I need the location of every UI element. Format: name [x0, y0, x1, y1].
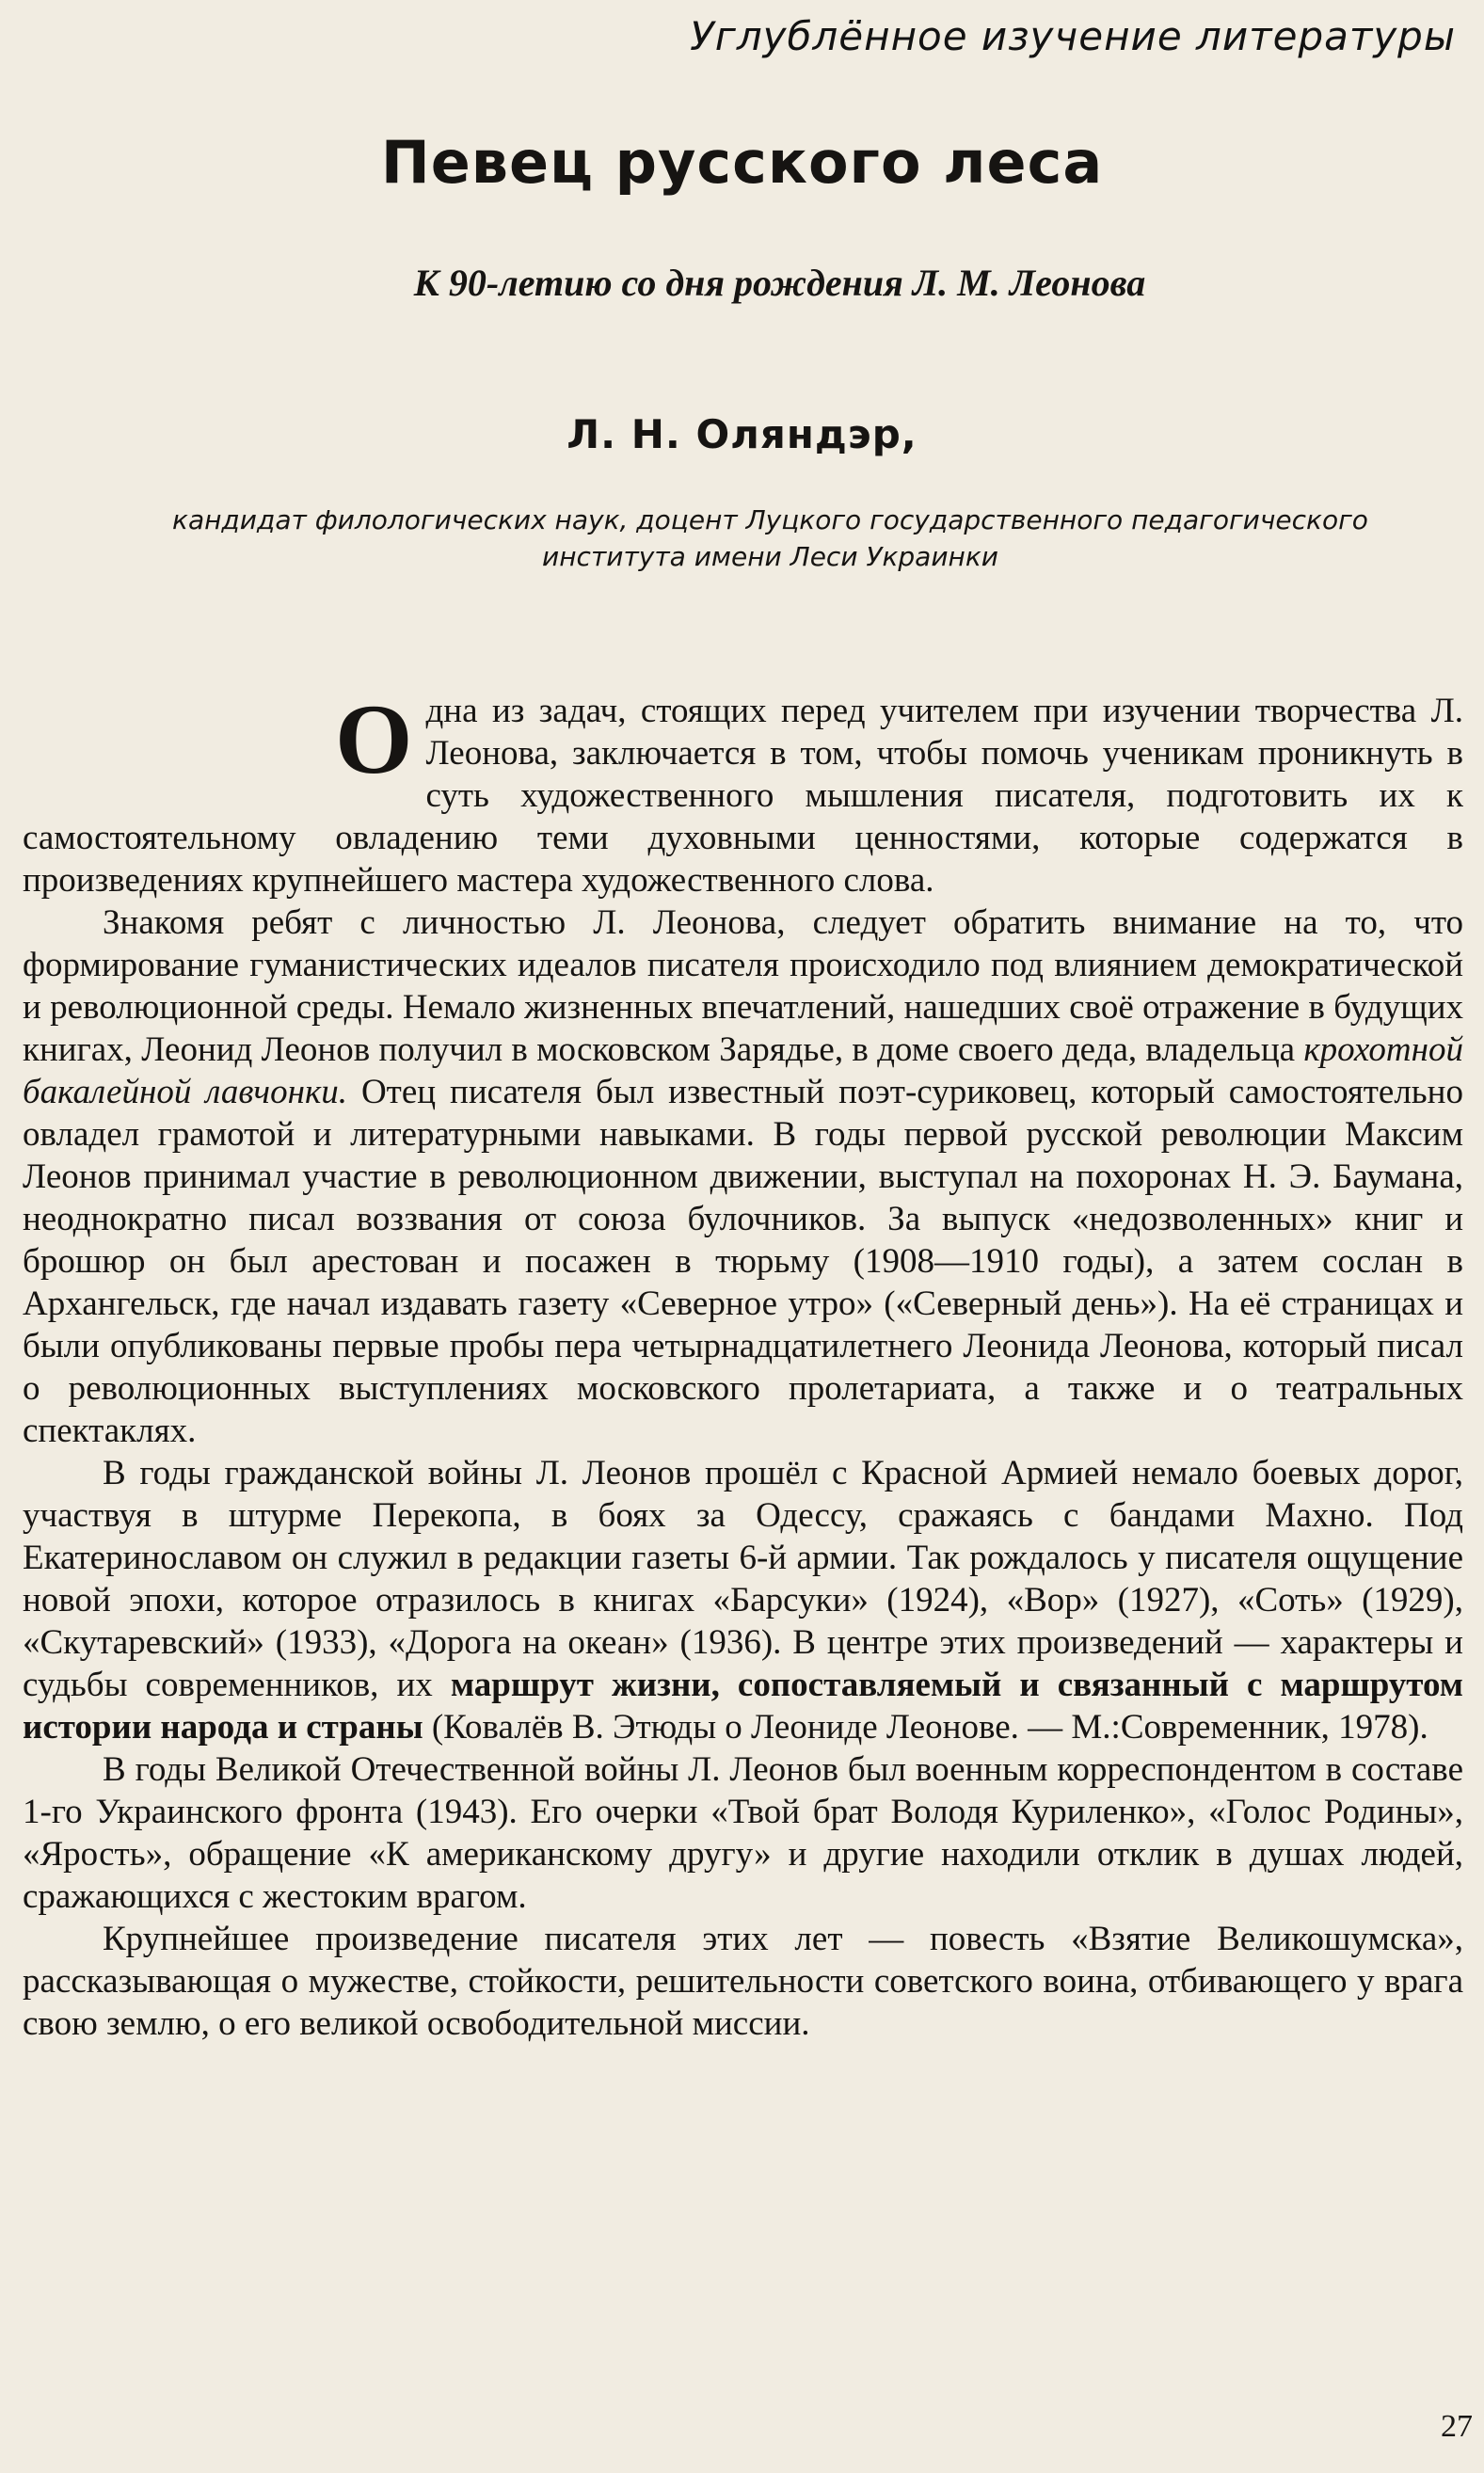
article-title: Певец русского леса: [380, 128, 1104, 197]
paragraph-2-text-a: Знакомя ребят с личностью Л. Леонова, следует обратить внимание на то, что формирование гуманистических идеалов писателя происходило под влиянием демократической и революционной среды. Немало жизненных впечатлений, нашедших своё отражение в будущих книгах, Леонид Леонов получил в московском Зарядье, в доме своего деда, владельца: [23, 903, 1463, 1069]
paragraph-1: [23, 684, 1463, 901]
article-subtitle: К 90-летию со дня рождения Л. М. Леонова: [413, 262, 1146, 304]
paragraph-3-text-b: (Ковалёв В. Этюды о Леониде Леонове. — М.:Современник, 1978).: [423, 1708, 1428, 1747]
affiliation-line-2: института имени Леси Украинки: [542, 541, 998, 572]
paragraph-2-text-b: Отец писателя был известный поэт-суриковец, который самостоятельно овладел грамотой и литературными навыками. В годы первой русской революции Максим Леонов принимал участие в революционном движении, выступал на похоронах Н. Э. Баумана, неоднократно писал воззвания от союза булочников. За выпуск «недозволенных» книг и брошюр он был арестован и посажен в тюрьму (1908—1910 годы), а затем сослан в Архангельск, где начал издавать газету «Северное утро» («Северный день»). На её страницах и были опубликованы первые пробы пера четырнадцатилетнего Леонида Леонова, который писал о революционных выступлениях московского пролетариата, а также и о театральных спектаклях.: [23, 1073, 1463, 1450]
section-header: Углублённое изучение литературы: [690, 13, 1456, 59]
article-author: Л. Н. Оляндэр,: [566, 411, 918, 457]
paragraph-1-text: дна из задач, стоящих перед учителем при изучении творчества Л. Леонова, заключается в том, чтобы помочь ученикам проникнуть в суть художественного мышления писателя, подготовить их к самостоятельному овладению теми духовными ценностями, которые содержатся в произведениях крупнейшего мастера художественного слова.: [23, 692, 1463, 900]
paragraph-4: В годы Великой Отечественной войны Л. Леонов был военным корреспондентом в составе 1-го Украинского фронта (1943). Его очерки «Твой брат Володя Куриленко», «Голос Родины», «Ярость», обращение «К американскому другу» и другие находили отклик в душах людей, сражающихся с жестоким врагом.: [23, 1750, 1463, 1916]
author-affiliation: [0, 502, 1484, 575]
paragraph-5: Крупнейшее произведение писателя этих лет — повесть «Взятие Великошумска», рассказывающая о мужестве, стойкости, решительности советского воина, отбивающего у врага свою землю, о его великой освободительной миссии.: [23, 1920, 1463, 2043]
paragraph-3-bold: маршрут жизни, сопоставляемый и связанный с маршрутом истории народа и страны: [23, 1666, 1463, 1747]
affiliation-line-1: кандидат филологических наук, доцент Луцкого государственного педагогического: [172, 504, 1368, 535]
paragraph-2: [23, 901, 1463, 1452]
article-body: [23, 684, 1463, 2045]
paragraph-3-text-a: В годы гражданской войны Л. Леонов прошёл с Красной Армией немало боевых дорог, участвуя в штурме Перекопа, в боях за Одессу, сражаясь с бандами Махно. Под Екатеринославом он служил в редакции газеты 6-й армии. Так рождалось у писателя ощущение новой эпохи, которое отразилось в книгах «Барсуки» (1924), «Вор» (1927), «Соть» (1929), «Скутаревский» (1933), «Дорога на океан» (1936). В центре этих произведений — характеры и судьбы современников, их: [23, 1454, 1463, 1704]
drop-cap: О: [335, 684, 413, 794]
page-number: 27: [1441, 2409, 1473, 2444]
paragraph-2-italic: крохотной бакалейной лавчонки.: [23, 1030, 1463, 1111]
paragraph-3: [23, 1452, 1463, 1748]
